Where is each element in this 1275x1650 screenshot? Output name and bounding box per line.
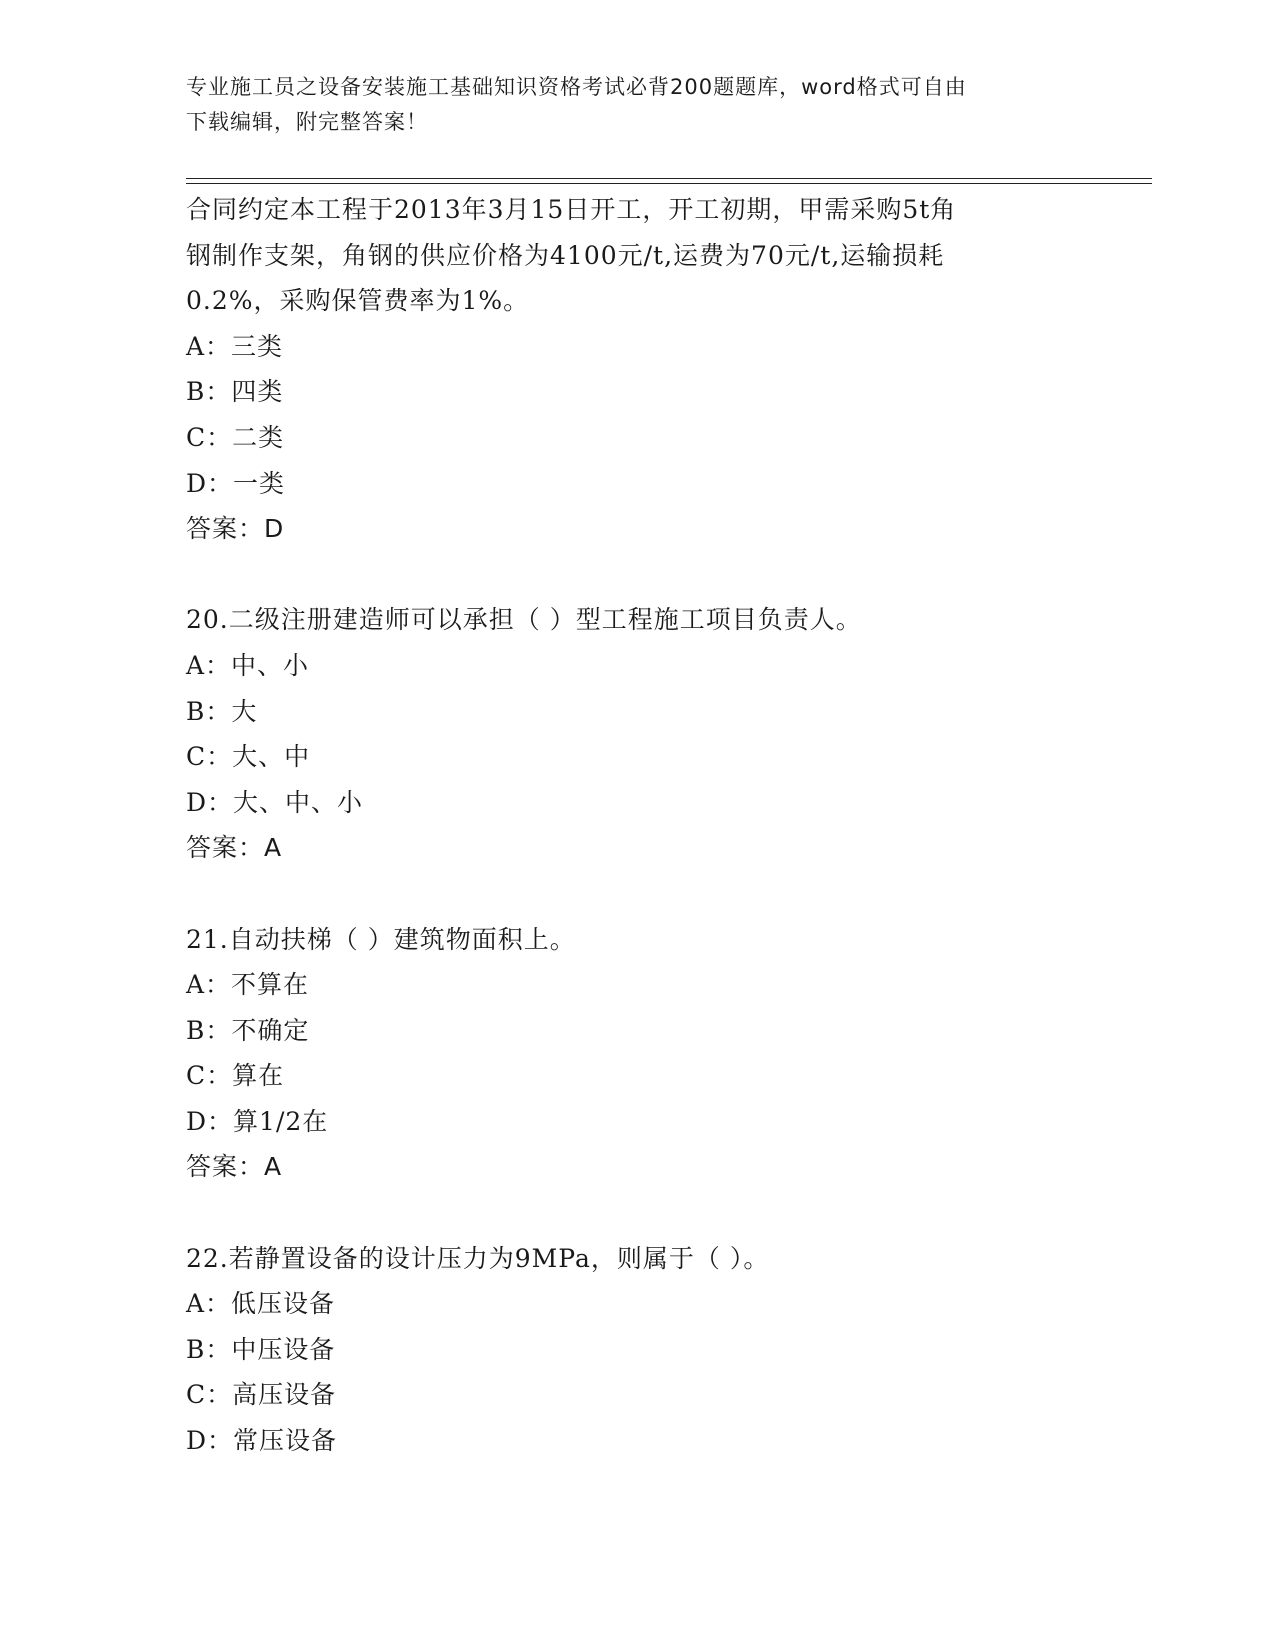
option-c: C：二类 [186, 422, 285, 452]
option-b: B：四类 [186, 377, 284, 407]
question-list [186, 187, 1086, 1464]
header-line-2: 下载编辑，附完整答案！ [186, 110, 428, 134]
option-a: A：低压设备 [186, 1289, 336, 1319]
option-a: A：三类 [186, 331, 284, 361]
option-a: A：中、小 [186, 650, 310, 680]
option-d: D：常压设备 [186, 1426, 338, 1456]
option-c: C：大、中 [186, 742, 311, 772]
option-d: D：大、中、小 [186, 787, 364, 817]
spacer [186, 1190, 1086, 1236]
option-a: A：不算在 [186, 970, 310, 1000]
option-b: B：中压设备 [186, 1334, 336, 1364]
answer-line: 答案：A [186, 1152, 283, 1182]
answer-line: 答案：A [186, 833, 283, 863]
answer-line: 答案：D [186, 514, 285, 544]
option-c: C：算在 [186, 1061, 285, 1091]
question-stem-line: 钢制作支架，角钢的供应价格为4100元/t,运费为70元/t,运输损耗 [186, 240, 945, 270]
option-b: B：大 [186, 696, 258, 726]
question-19 [186, 187, 1086, 552]
question-22 [186, 1236, 1086, 1464]
question-stem: 22.若静置设备的设计压力为9MPa，则属于（ ）。 [186, 1243, 770, 1273]
option-c: C：高压设备 [186, 1380, 337, 1410]
option-d: D：算1/2在 [186, 1106, 329, 1136]
option-d: D：一类 [186, 468, 286, 498]
header-divider-bottom [186, 183, 1152, 184]
header-divider-top [186, 178, 1152, 179]
spacer [186, 871, 1086, 917]
question-stem-line: 0.2%，采购保管费率为1%。 [186, 286, 530, 316]
document-header [186, 70, 1086, 140]
question-21 [186, 917, 1086, 1191]
question-stem-line: 合同约定本工程于2013年3月15日开工，开工初期，甲需采购5t角 [186, 195, 957, 224]
header-line-1: 专业施工员之设备安装施工基础知识资格考试必背200题题库，word格式可自由 [186, 75, 967, 99]
question-stem: 21.自动扶梯（ ）建筑物面积上。 [186, 924, 576, 954]
question-20 [186, 597, 1086, 871]
option-b: B：不确定 [186, 1015, 310, 1045]
question-stem: 20.二级注册建造师可以承担（ ）型工程施工项目负责人。 [186, 605, 862, 635]
spacer [186, 552, 1086, 598]
